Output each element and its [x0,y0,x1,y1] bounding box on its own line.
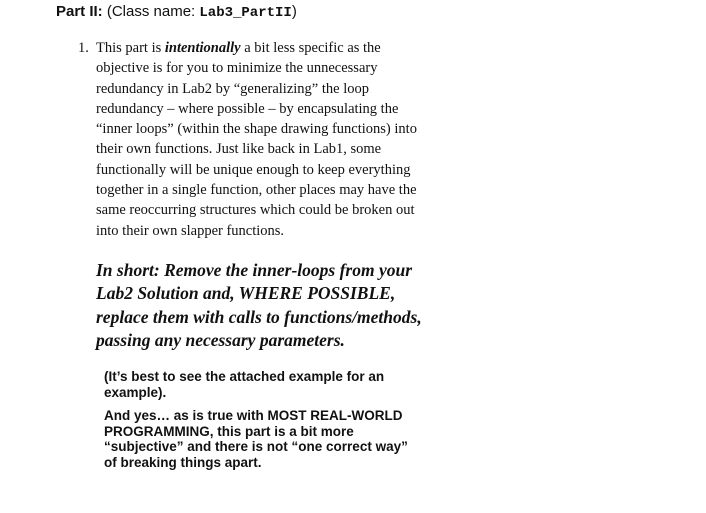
class-name: Lab3_PartII [199,5,292,21]
body-line: together in a single function, other places may have the [96,182,417,199]
summary-line: replace them with calls to functions/methods, [96,306,422,327]
note-line: (It’s best to see the attached example for an [104,369,385,384]
item-body [96,38,417,241]
note-line: of breaking things apart. [104,454,262,470]
note-line: And yes… as is true with MOST REAL-WORLD [104,408,403,423]
note-line: PROGRAMMING, this part is a bit more [104,423,354,439]
body-line: their own functions. Just like back in Lab1, some [96,141,382,158]
summary-block [96,259,422,352]
note-line: example). [104,384,167,400]
emphasis-text: intentionally [164,40,241,56]
body-line: redundancy – where possible – by encapsulating the [96,100,399,117]
body-line [96,38,417,58]
part-label: Part II: [56,3,103,20]
example-note [104,369,384,400]
class-name-prefix: (Class name: [106,3,200,20]
note-line: “subjective” and there is not “one correct way” [104,439,408,454]
real-world-note [104,408,408,470]
body-line: functionally will be unique enough to keep everything [96,161,411,178]
summary-line: passing any necessary parameters. [96,329,345,350]
body-line: redundancy in Lab2 by “generalizing” the loop [96,80,369,97]
body-line: “inner loops” (within the shape drawing functions) into [96,121,417,138]
item-number: 1. [78,40,89,56]
class-name-suffix: ) [291,3,297,20]
section-heading [56,3,297,22]
summary-line: Lab2 Solution and, WHERE POSSIBLE, [96,283,396,304]
body-text: a bit less specific as the [240,40,381,56]
body-line: into their own slapper functions. [96,222,285,239]
summary-line: In short: Remove the inner-loops from your [96,260,412,280]
body-line: objective is for you to minimize the unnecessary [96,60,378,77]
body-line: same reoccurring structures which could be broken out [96,202,415,219]
body-text: This part is [96,40,165,56]
